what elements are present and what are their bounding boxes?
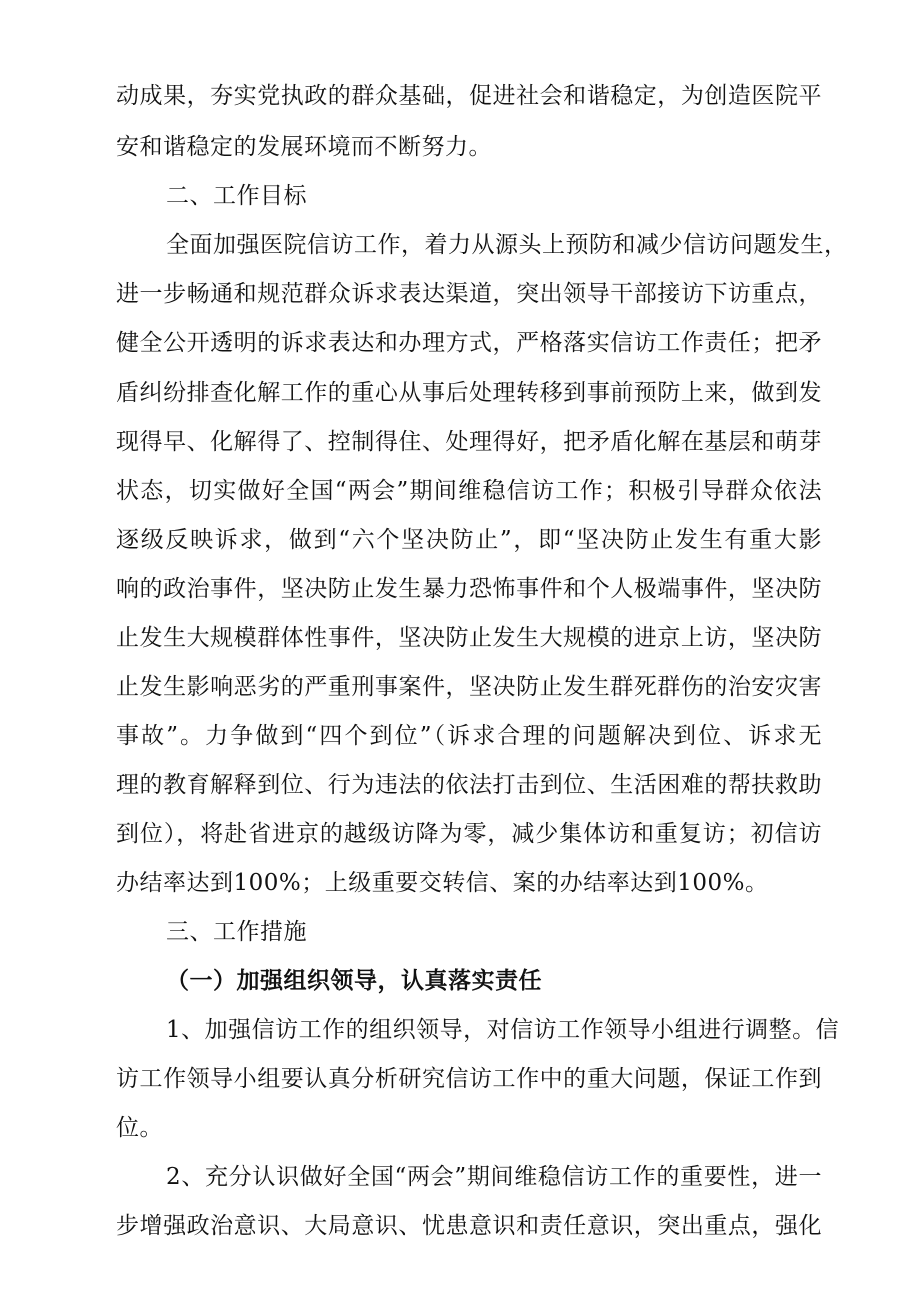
text-line: 健全公开透明的诉求表达和办理方式，严格落实信访工作责任；把矛	[116, 330, 822, 356]
text-line: 步增强政治意识、大局意识、忧患意识和责任意识，突出重点，强化	[116, 1213, 822, 1239]
text-line: 事故”。力争做到“四个到位”（诉求合理的问题解决到位、诉求无	[116, 723, 822, 749]
text-line: 动成果，夯实党执政的群众基础，促进社会和谐稳定，为创造医院平	[116, 83, 822, 109]
text-line: 到位），将赴省进京的越级访降为零，减少集体访和重复访；初信访	[116, 821, 822, 847]
text-line: 安和谐稳定的发展环境而不断努力。	[116, 134, 492, 160]
section-heading-measures: 三、工作措施	[166, 919, 307, 945]
text-line: 状态，切实做好全国“两会”期间维稳信访工作；积极引导群众依法	[116, 478, 822, 504]
text-line: 逐级反映诉求，做到“六个坚决防止”，即“坚决防止发生有重大影	[116, 527, 822, 553]
subsection-heading: （一）加强组织领导，认真落实责任	[166, 968, 542, 994]
text-line: 理的教育解释到位、行为违法的依法打击到位、生活困难的帮扶救助	[116, 772, 822, 798]
text-line: 全面加强医院信访工作，着力从源头上预防和减少信访问题发生，	[166, 232, 848, 258]
text-line: 1、加强信访工作的组织领导，对信访工作领导小组进行调整。信	[166, 1017, 840, 1043]
text-line: 盾纠纷排查化解工作的重心从事后处理转移到事前预防上来，做到发	[116, 380, 822, 406]
text-line: 响的政治事件，坚决防止发生暴力恐怖事件和个人极端事件，坚决防	[116, 576, 822, 602]
text-line: 止发生大规模群体性事件，坚决防止发生大规模的进京上访，坚决防	[116, 625, 822, 651]
text-line: 办结率达到100%；上级重要交转信、案的办结率达到100%。	[116, 870, 769, 896]
text-line: 2、充分认识做好全国“两会”期间维稳信访工作的重要性，进一	[166, 1164, 822, 1190]
text-line: 位。	[116, 1115, 163, 1141]
text-line: 进一步畅通和规范群众诉求表达渠道，突出领导干部接访下访重点，	[116, 281, 822, 307]
text-line: 访工作领导小组要认真分析研究信访工作中的重大问题，保证工作到	[116, 1066, 822, 1092]
section-heading-goals: 二、工作目标	[166, 183, 307, 209]
text-line: 止发生影响恶劣的严重刑事案件，坚决防止发生群死群伤的治安灾害	[116, 674, 822, 700]
text-line: 现得早、化解得了、控制得住、处理得好，把矛盾化解在基层和萌芽	[116, 429, 822, 455]
